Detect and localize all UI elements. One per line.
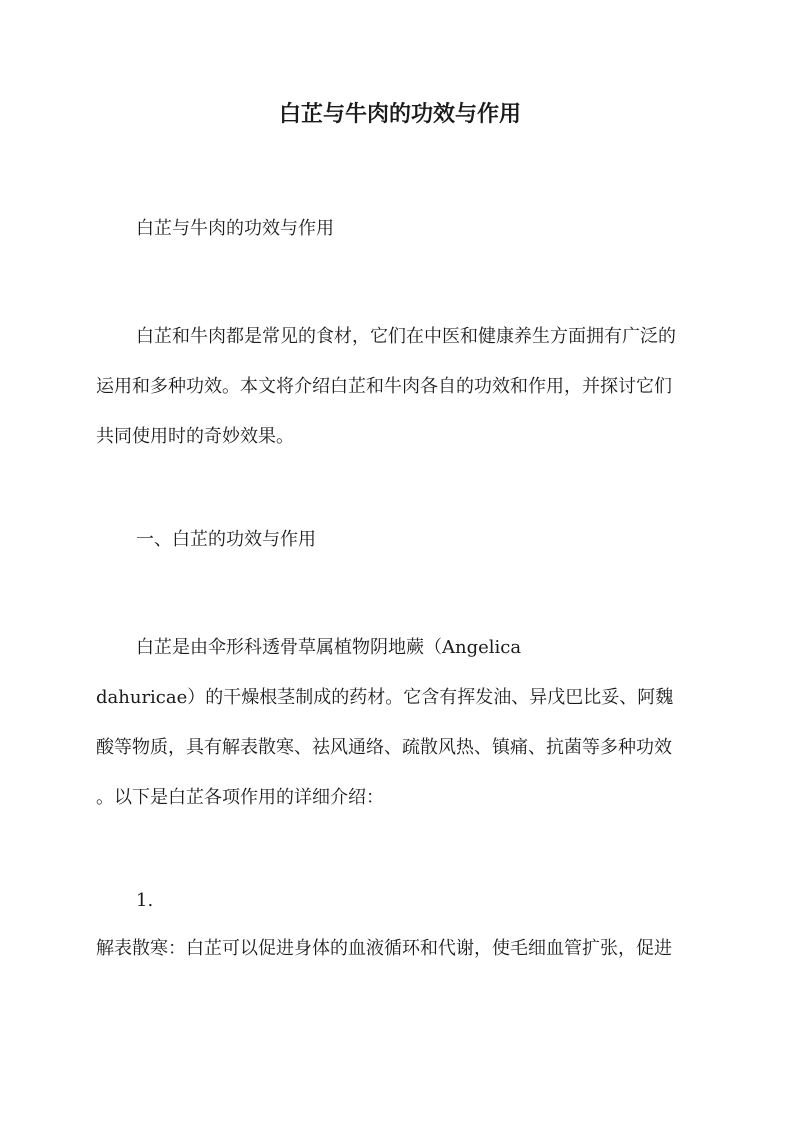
intro-line-1: 白芷和牛肉都是常见的食材，它们在中医和健康养生方面拥有广泛的 bbox=[136, 326, 676, 347]
item-1-text: 解表散寒：白芷可以促进身体的血液循环和代谢，使毛细血管扩张，促进 bbox=[96, 938, 672, 959]
intro-line-2: 运用和多种功效。本文将介绍白芷和牛肉各自的功效和作用，并探讨它们 bbox=[96, 376, 672, 397]
section-1-heading: 一、白芷的功效与作用 bbox=[136, 529, 316, 550]
item-1-number: 1. bbox=[136, 890, 154, 911]
document-title: 白芷与牛肉的功效与作用 bbox=[278, 101, 521, 127]
section-1-line-3: 酸等物质，具有解表散寒、祛风通络、疏散风热、镇痛、抗菌等多种功效 bbox=[96, 737, 672, 758]
section-1-line-1: 白芷是由伞形科透骨草属植物阴地蕨（Angelica bbox=[136, 637, 522, 658]
section-1-line-4: 。以下是白芷各项作用的详细介绍： bbox=[96, 787, 384, 808]
intro-line-3: 共同使用时的奇妙效果。 bbox=[96, 426, 294, 447]
subtitle: 白芷与牛肉的功效与作用 bbox=[136, 218, 334, 239]
section-1-line-2: dahuricae）的干燥根茎制成的药材。它含有挥发油、异戊巴比妥、阿魏 bbox=[96, 687, 674, 708]
